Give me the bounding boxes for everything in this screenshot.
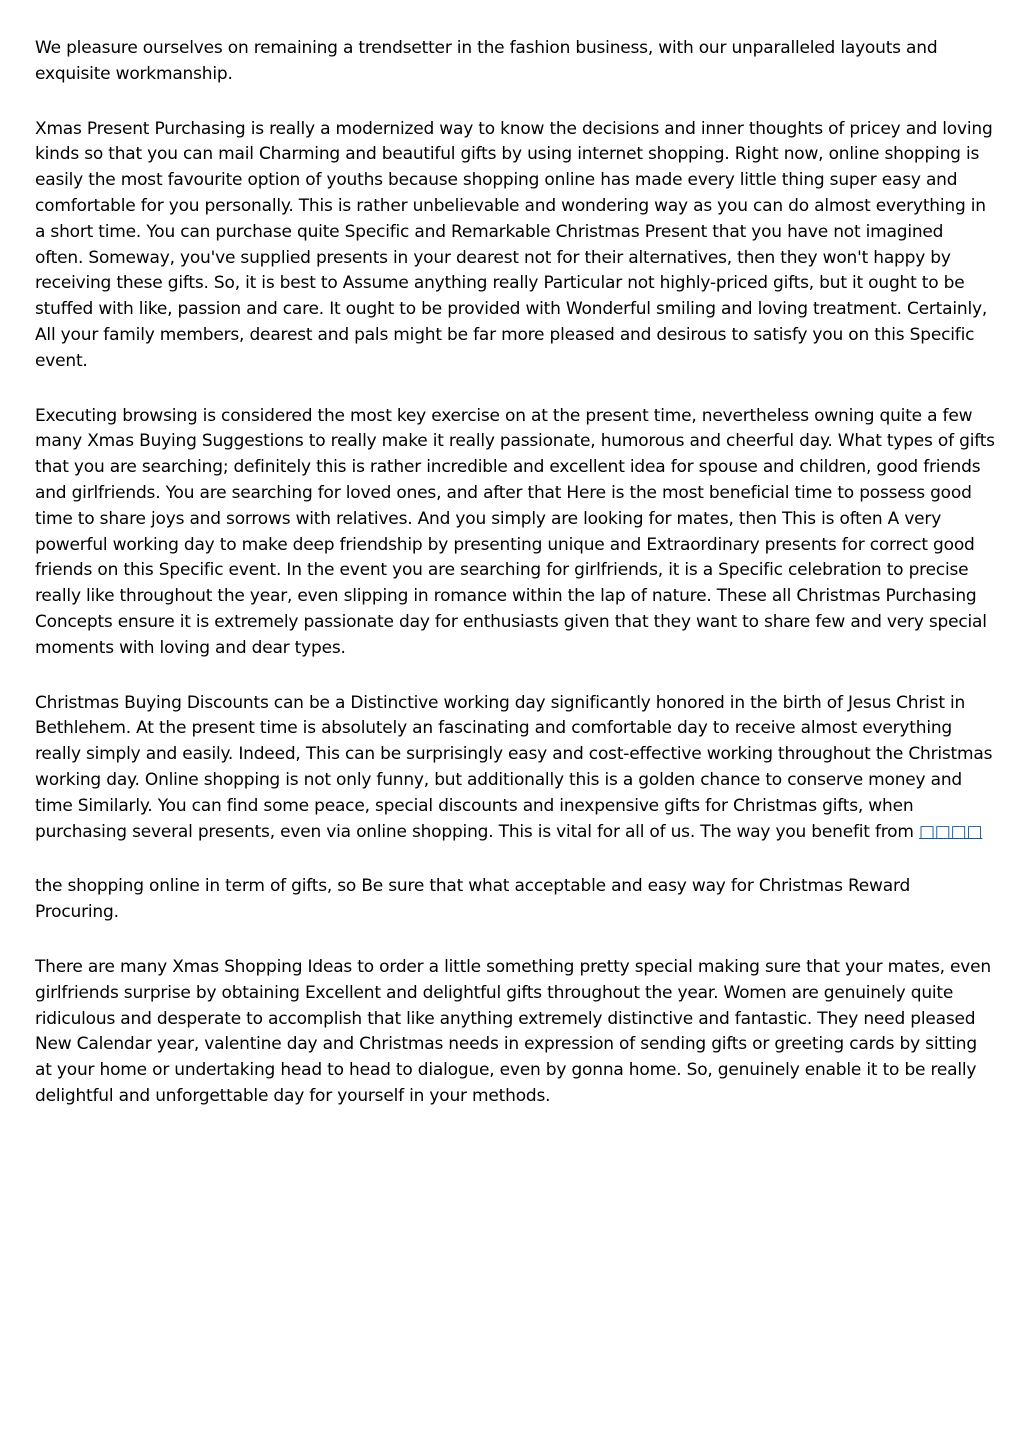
paragraph-shopping-ideas: There are many Xmas Shopping Ideas to order a little something pretty special making sure that your mates, even girlfriends surprise by obtaining Excellent and delightful gifts throughout the year. Women are genuinely quite ridiculous and desperate to accomplish that like anything extremely distinctive and fantastic. They need pleased New Calendar year, valentine day and Christmas needs in expression of sending gifts or greeting cards by sitting at your home or undertaking head to head to dialogue, even by gonna home. So, genuinely enable it to be really delightful and unforgettable day for yourself in your methods. bbox=[35, 956, 991, 1106]
document-body bbox=[35, 36, 995, 1139]
inline-link[interactable]: □□□□ bbox=[918, 821, 983, 842]
paragraph-intro: We pleasure ourselves on remaining a trendsetter in the fashion business, with our unparalleled layouts and exquisite workmanship. bbox=[35, 38, 938, 84]
paragraph-buying-discounts bbox=[35, 691, 995, 846]
paragraph-buying-discounts-text: Christmas Buying Discounts can be a Distinctive working day significantly honored in the birth of Jesus Christ in Bethlehem. At the present time is absolutely an fascinating and comfortable day to receive almost everything really simply and easily. Indeed, This can be surprisingly easy and cost-effective working throughout the Christmas working day. Online shopping is not only funny, but additionally this is a golden chance to conserve money and time Similarly. You can find some peace, special discounts and inexpensive gifts for Christmas gifts, when purchasing several presents, even via online shopping. This is vital for all of us. The way you benefit from bbox=[35, 692, 993, 842]
paragraph-shopping-online: the shopping online in term of gifts, so Be sure that what acceptable and easy way for Christmas Reward Procuring. bbox=[35, 876, 911, 923]
paragraph-browsing: Executing browsing is considered the most key exercise on at the present time, nevertheless owning quite a few many Xmas Buying Suggestions to really make it really passionate, humorous and cheerful day. What types of gifts that you are searching; definitely this is rather incredible and excellent idea for spouse and children, good friends and girlfriends. You are searching for loved ones, and after that Here is the most beneficial time to possess good time to share joys and sorrows with relatives. And you simply are looking for mates, then This is often A very powerful working day to make deep friendship by presenting unique and Extraordinary presents for correct good friends on this Specific event. In the event you are searching for girlfriends, it is a Specific celebration to precise really like throughout the year, even slipping in romance within the lap of nature. These all Christmas Purchasing Concepts ensure it is extremely passionate day for enthusiasts given that they want to share few and very special moments with loving and dear types. bbox=[35, 405, 995, 658]
paragraph-xmas-present: Xmas Present Purchasing is really a modernized way to know the decisions and inner thoughts of pricey and loving kinds so that you can mail Charming and beautiful gifts by using internet shopping. Right now, online shopping is easily the most favourite option of youths because shopping online has made every little thing super easy and comfortable for you personally. This is rather unbelievable and wondering way as you can do almost everything in a short time. You can purchase quite Specific and Remarkable Christmas Present that you have not imagined often. Someway, you've supplied presents in your dearest not for their alternatives, then they won't happy by receiving these gifts. So, it is best to Assume anything really Particular not highly-priced gifts, but it ought to be stuffed with like, passion and care. It ought to be provided with Wonderful smiling and loving treatment. Certainly, All your family members, dearest and pals might be far more pleased and desirous to satisfy you on this Specific event. bbox=[35, 118, 993, 371]
